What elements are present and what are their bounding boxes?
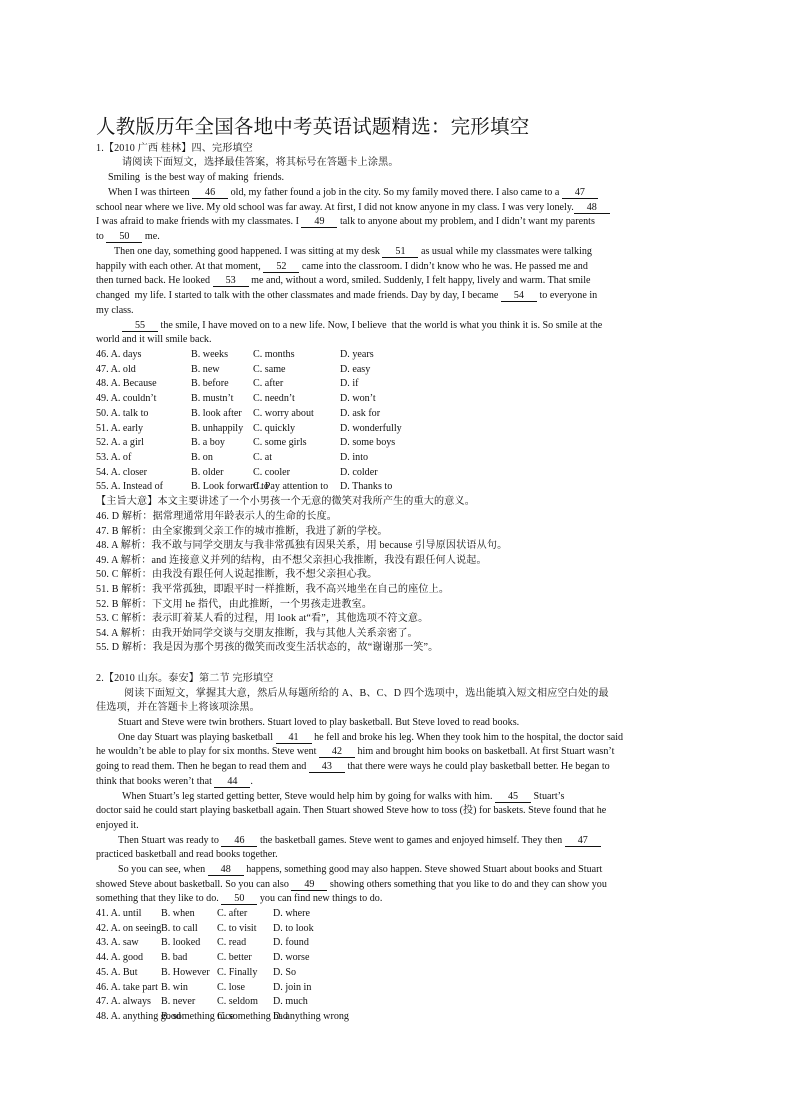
answer-blank: 49 bbox=[291, 879, 327, 891]
answer-blank: 53 bbox=[213, 275, 249, 287]
passage-text: the basketball games. Steve went to games and enjoyed himself. They then bbox=[257, 834, 565, 846]
passage-line bbox=[96, 260, 588, 274]
option-b: B. unhappily bbox=[191, 422, 244, 434]
passage-text: the smile, I have moved on to a new life. Now, I believe that the world is what you think it is. So smile at the bbox=[158, 319, 603, 331]
passage-text: One day Stuart was playing basketball bbox=[118, 731, 276, 743]
passage-line bbox=[96, 804, 606, 818]
passage-text: practiced basketball and read books together. bbox=[96, 849, 278, 861]
passage-text: going to read them. Then he began to read them and bbox=[96, 761, 309, 773]
passage-text: as usual while my classmates were talking bbox=[418, 245, 592, 257]
passage-text: school near where we live. My old school was far away. At first, I did not know anyone in my class. I was very lonely. bbox=[96, 201, 574, 213]
passage-text: changed my life. I started to talk with the other classmates and made friends. Day by day, I became bbox=[96, 290, 501, 301]
instruction-text: 佳选项，并在答题卡上将该项涂黑。 bbox=[96, 702, 260, 713]
passage-text: you can find new things to do. bbox=[257, 893, 383, 905]
passage-text: to everyone in bbox=[536, 290, 598, 301]
option-b: B. mustn’t bbox=[191, 393, 234, 405]
passage-text: that there were ways he could play basketball better. He began to bbox=[344, 761, 610, 773]
option-c: C. after bbox=[217, 908, 248, 919]
option-a: 51. A. early bbox=[96, 422, 144, 434]
option-c: C. better bbox=[217, 952, 252, 964]
answer-blank: 50 bbox=[106, 231, 142, 243]
option-c: C. some girls bbox=[253, 437, 307, 449]
option-a: 49. A. couldn’t bbox=[96, 393, 157, 405]
option-a: 53. A. of bbox=[96, 451, 132, 463]
passage-line bbox=[96, 201, 610, 215]
analysis-line: 48. A 解析：我不敢与同学交朋友与我非常孤独有因果关系，用 because 引导原因状语从句。 bbox=[96, 540, 508, 552]
passage-text: something that they like to do. bbox=[96, 893, 222, 905]
option-d: D. anything wrong bbox=[273, 1010, 349, 1022]
passage-text: Smiling is the best way of making friends. bbox=[108, 172, 285, 183]
option-b: B. looked bbox=[161, 937, 201, 949]
option-a: 42. A. on seeing bbox=[96, 922, 162, 934]
option-b: B. Look forward to bbox=[191, 481, 269, 493]
passage-line bbox=[108, 171, 284, 185]
passage-text: to bbox=[96, 231, 107, 242]
option-c: C. quickly bbox=[253, 422, 296, 434]
option-b: B. weeks bbox=[191, 349, 229, 360]
passage-text: Stuart’s bbox=[531, 790, 565, 802]
answer-blank: 54 bbox=[501, 290, 537, 302]
option-a: 44. A. good bbox=[96, 952, 144, 964]
instruction-text: 请阅读下面短文，选择最佳答案，将其标号在答题卡上涂黑。 bbox=[122, 157, 399, 168]
answer-blank: 55 bbox=[122, 320, 158, 332]
analysis-line: 46. D 解析：据常理通常用年龄表示人的生命的长度。 bbox=[96, 511, 337, 522]
option-a: 43. A. saw bbox=[96, 937, 139, 949]
passage-text: old, my father found a job in the city. So my family moved there. I also came to a bbox=[228, 186, 562, 198]
option-b: B. However bbox=[161, 966, 210, 978]
passage-text: Stuart and Steve were twin brothers. Stuart loved to play basketball. But Steve loved to read books. bbox=[118, 717, 520, 728]
analysis-line: 50. C 解析：由我没有跟任何人说起推断，我不想父亲担心我。 bbox=[96, 569, 378, 581]
option-b: B. on bbox=[191, 451, 213, 463]
option-d: D. ask for bbox=[340, 407, 381, 419]
answer-blank: 51 bbox=[382, 246, 418, 258]
passage-text: he wouldn’t be able to play for six months. Steve went bbox=[96, 746, 319, 758]
option-d: D. years bbox=[340, 349, 374, 360]
option-a: 54. A. closer bbox=[96, 466, 148, 478]
option-d: D. join in bbox=[273, 981, 312, 993]
option-b: B. a boy bbox=[191, 437, 225, 449]
passage-text: Then one day, something good happened. I was sitting at my desk bbox=[114, 245, 383, 257]
answer-blank: 47 bbox=[565, 835, 601, 847]
answer-blank: 48 bbox=[208, 864, 244, 876]
passage-text: talk to anyone about my problem, and I didn’t want my parents bbox=[337, 216, 595, 228]
option-d: D. won’t bbox=[340, 393, 376, 405]
instruction-text: 阅读下面短文，掌握其大意，然后从每题所给的 A、B、C、D 四个选项中，选出能填入短文相应空白处的最 bbox=[124, 688, 609, 699]
passage-text: happens, something good may also happen. Steve showed Stuart about books and Stuart bbox=[243, 864, 603, 875]
answer-blank: 46 bbox=[192, 187, 228, 199]
passage-text: doctor said he could start playing basketball again. Then Stuart showed Steve how to toss (投) for baskets. Steve found that he bbox=[96, 805, 607, 817]
passage-line bbox=[96, 760, 610, 774]
passage-line bbox=[122, 319, 602, 333]
passage-text: showed Steve about basketball. So you can also bbox=[96, 878, 292, 890]
option-c: C. months bbox=[253, 349, 295, 360]
passage-line bbox=[96, 333, 212, 347]
answer-blank: 52 bbox=[263, 261, 299, 273]
option-a: 47. A. always bbox=[96, 996, 151, 1008]
analysis-line: 49. A 解析：and 连接意义并列的结构，由不想父亲担心我推断，我没有跟任何人说起。 bbox=[96, 554, 487, 566]
option-b: B. new bbox=[191, 363, 220, 375]
option-d: D. into bbox=[340, 451, 369, 463]
option-b: B. look after bbox=[191, 407, 242, 419]
option-a: 52. A. a girl bbox=[96, 437, 144, 449]
option-d: D. colder bbox=[340, 466, 378, 478]
option-b: B. win bbox=[161, 981, 188, 993]
option-c: C. Pay attention to bbox=[253, 481, 329, 493]
passage-text: him and brought him books on basketball. At first Stuart wasn’t bbox=[354, 746, 615, 758]
answer-blank: 50 bbox=[221, 893, 257, 905]
option-d: D. if bbox=[340, 378, 359, 390]
option-c: C. cooler bbox=[253, 466, 290, 478]
option-b: B. to call bbox=[161, 922, 198, 934]
answer-blank: 42 bbox=[319, 746, 355, 758]
answer-blank: 45 bbox=[495, 791, 531, 803]
passage-line bbox=[118, 834, 601, 848]
option-d: D. some boys bbox=[340, 437, 396, 449]
passage-line bbox=[122, 790, 564, 804]
passage-text: world and it will smile back. bbox=[96, 334, 212, 346]
passage-line bbox=[96, 230, 160, 244]
passage-line bbox=[96, 215, 595, 229]
section-heading: 2.【2010 山东。泰安】第二节 完形填空 bbox=[96, 673, 274, 684]
page-title: 人教版历年全国各地中考英语试题精选：完形填空 bbox=[96, 117, 530, 138]
option-b: B. something nice bbox=[161, 1010, 235, 1022]
section-heading: 1.【2010 广西 桂林】四、完形填空 bbox=[96, 143, 253, 154]
option-c: C. needn’t bbox=[253, 393, 295, 405]
option-c: C. at bbox=[253, 451, 273, 463]
option-a: 45. A. But bbox=[96, 966, 138, 978]
passage-text: . bbox=[250, 775, 253, 787]
option-a: 46. A. take part bbox=[96, 981, 158, 993]
passage-line bbox=[108, 186, 598, 200]
analysis-line: 54. A 解析：由我开始同学交谈与交朋友推断，我与其他人关系亲密了。 bbox=[96, 627, 418, 639]
passage-text: showing others something that you like to do and they can show you bbox=[327, 878, 607, 890]
passage-text: When I was thirteen bbox=[108, 186, 193, 198]
option-a: 55. A. Instead of bbox=[96, 481, 163, 493]
passage-line bbox=[114, 245, 592, 259]
analysis-line: 55. D 解析：我是因为那个男孩的微笑而改变生活状态的，故“谢谢那一笑”。 bbox=[96, 642, 439, 654]
passage-text: enjoyed it. bbox=[96, 819, 139, 831]
passage-text: think that books weren’t that bbox=[96, 775, 215, 787]
passage-line bbox=[96, 892, 382, 906]
passage-text: he fell and broke his leg. When they took him to the hospital, the doctor said bbox=[311, 731, 624, 743]
option-d: D. wonderfully bbox=[340, 422, 402, 434]
option-d: D. Thanks to bbox=[340, 481, 393, 493]
passage-text: So you can see, when bbox=[118, 864, 208, 875]
passage-line bbox=[96, 289, 597, 303]
passage-text: I was afraid to make friends with my classmates. I bbox=[96, 216, 302, 228]
passage-line bbox=[96, 304, 134, 318]
option-a: 46. A. days bbox=[96, 349, 142, 360]
passage-line bbox=[118, 731, 623, 745]
passage-line bbox=[96, 848, 278, 862]
passage-line bbox=[118, 716, 519, 730]
option-d: D. where bbox=[273, 908, 310, 919]
option-d: D. found bbox=[273, 937, 309, 949]
option-c: C. worry about bbox=[253, 407, 314, 419]
option-d: D. much bbox=[273, 996, 308, 1008]
passage-line bbox=[96, 819, 139, 833]
analysis-line: 53. C 解析：表示盯着某人看的过程，用 look at“看”，其他选项不符文意。 bbox=[96, 613, 429, 625]
passage-line bbox=[96, 775, 253, 789]
analysis-line: 52. B 解析：下文用 he 指代，由此推断，一个男孩走进教室。 bbox=[96, 598, 373, 610]
option-b: B. when bbox=[161, 908, 195, 919]
answer-blank: 44 bbox=[214, 776, 250, 788]
main-idea: 【主旨大意】本文主要讲述了一个小男孩一个无意的微笑对我所产生的重大的意义。 bbox=[96, 496, 476, 507]
passage-line bbox=[96, 878, 607, 892]
analysis-line: 51. B 解析：我平常孤独，即跟平时一样推断，我不高兴地坐在自己的座位上。 bbox=[96, 584, 450, 595]
answer-blank: 46 bbox=[221, 835, 257, 847]
option-b: B. older bbox=[191, 466, 224, 478]
option-a: 48. A. anything good bbox=[96, 1010, 181, 1022]
passage-text: When Stuart’s leg started getting better, Steve would help him by going for walks with him. bbox=[122, 790, 495, 802]
option-c: C. after bbox=[253, 378, 284, 390]
passage-text: my class. bbox=[96, 304, 134, 316]
option-d: D. So bbox=[273, 966, 296, 978]
passage-line bbox=[96, 745, 614, 759]
option-a: 50. A. talk to bbox=[96, 407, 149, 419]
option-c: C. to visit bbox=[217, 922, 257, 934]
option-c: C. seldom bbox=[217, 996, 258, 1008]
option-a: 48. A. Because bbox=[96, 378, 157, 390]
option-d: D. to look bbox=[273, 922, 314, 934]
option-c: C. read bbox=[217, 937, 247, 949]
option-b: B. bad bbox=[161, 952, 188, 964]
passage-text: me and, without a word, smiled. Suddenly, I felt happy, lively and warm. That smile bbox=[248, 275, 591, 287]
answer-blank: 48 bbox=[574, 202, 610, 214]
option-b: B. before bbox=[191, 378, 229, 390]
passage-text: then turned back. He looked bbox=[96, 275, 213, 287]
option-a: 47. A. old bbox=[96, 363, 136, 375]
option-d: D. worse bbox=[273, 952, 310, 964]
option-d: D. easy bbox=[340, 363, 371, 375]
answer-blank: 47 bbox=[562, 187, 598, 199]
answer-blank: 49 bbox=[301, 216, 337, 228]
option-a: 41. A. until bbox=[96, 908, 142, 919]
passage-line bbox=[96, 274, 591, 288]
option-c: C. same bbox=[253, 363, 286, 375]
answer-blank: 43 bbox=[309, 761, 345, 773]
passage-text: Then Stuart was ready to bbox=[118, 834, 222, 846]
option-b: B. never bbox=[161, 996, 196, 1008]
passage-text: me. bbox=[142, 231, 160, 242]
passage-line bbox=[118, 863, 602, 877]
passage-text: happily with each other. At that moment, bbox=[96, 260, 264, 272]
passage-text: came into the classroom. I didn’t know who he was. He passed me and bbox=[299, 260, 588, 272]
option-c: C. something bad bbox=[217, 1010, 288, 1022]
option-c: C. lose bbox=[217, 981, 246, 993]
analysis-line: 47. B 解析：由全家搬到父亲工作的城市推断，我进了新的学校。 bbox=[96, 525, 388, 537]
answer-blank: 41 bbox=[276, 732, 312, 744]
option-c: C. Finally bbox=[217, 966, 258, 978]
